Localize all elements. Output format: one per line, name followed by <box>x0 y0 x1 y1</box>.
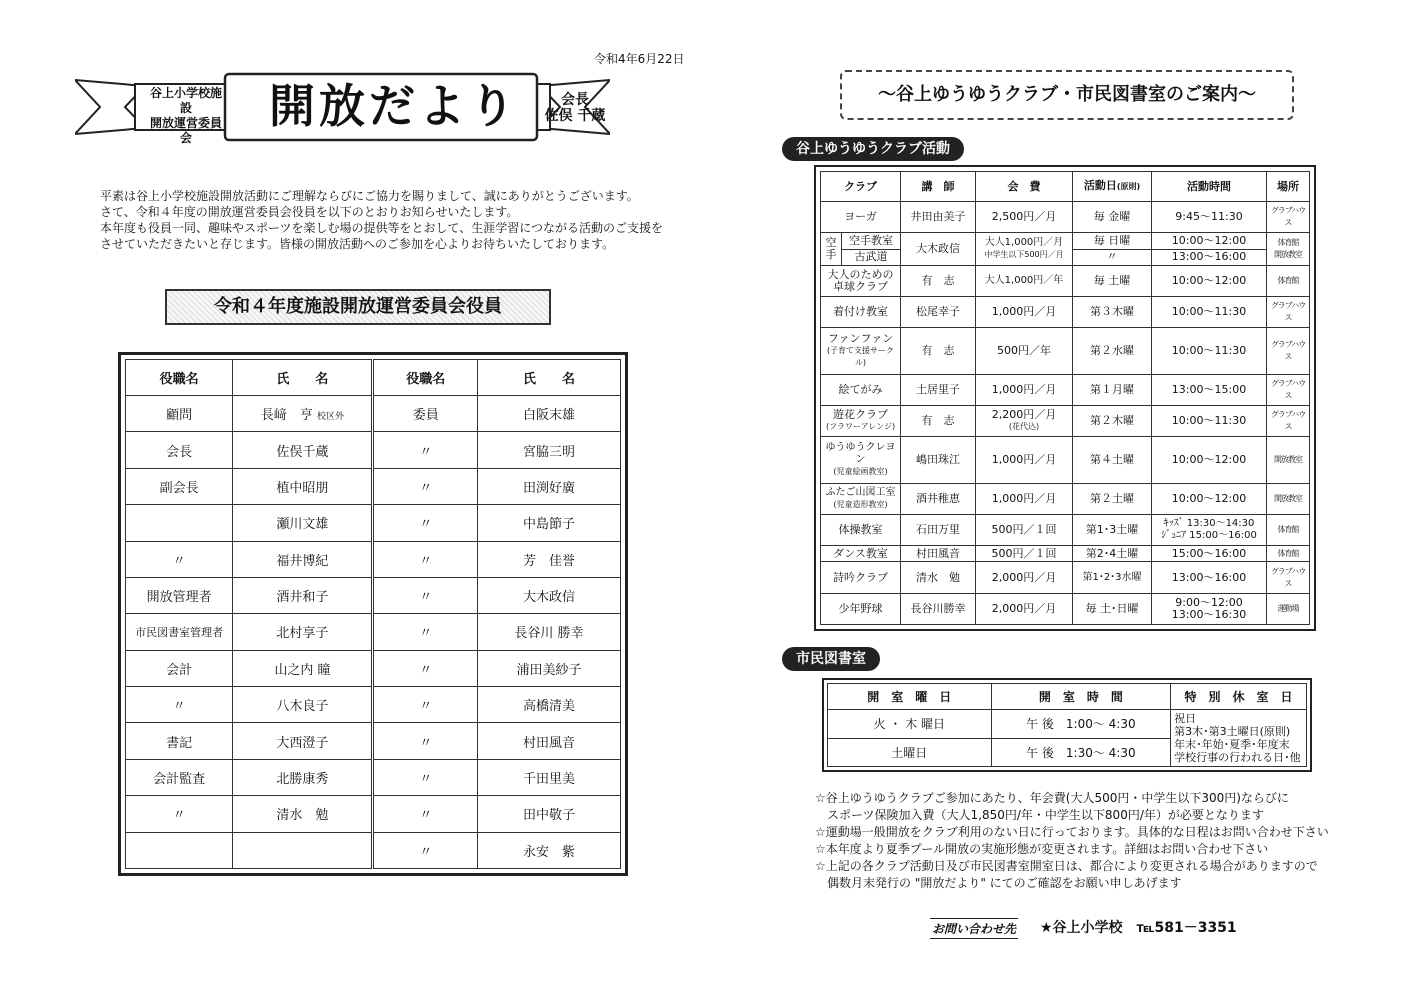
fee-line: 2,200円／月 <box>991 408 1057 422</box>
header-teacher: 講 師 <box>901 172 976 202</box>
officer-role: 会計監査 <box>126 759 233 795</box>
header-place: 場所 <box>1267 172 1310 202</box>
intro-line: させていただきたいと存じます。皆様の開放活動へのご参加を心よりお待ちいたしております。 <box>100 237 615 251</box>
officers-table-frame <box>118 352 628 876</box>
club-name: ダンス教室 <box>821 546 901 562</box>
time-line: ｼﾞｭﾆｱ 15:00～16:00 <box>1161 529 1257 541</box>
club-place: 開放教室 <box>1267 437 1310 483</box>
officer-name: 福井博紀 <box>233 541 373 577</box>
club-place: グラブハウス <box>1267 297 1310 328</box>
fee-note: (花代込) <box>1008 422 1040 432</box>
table-row <box>126 577 621 613</box>
officer-name: 瀬川文雄 <box>233 505 373 541</box>
club-name-line: ゆうゆうクレヨン <box>825 441 896 465</box>
club-place: グラブハウス <box>1267 374 1310 405</box>
club-name: 詩吟クラブ <box>821 562 901 593</box>
officer-role: 会長 <box>126 432 233 468</box>
club-fee: 500円／年 <box>976 328 1073 374</box>
officer-role: 〃 <box>373 577 478 613</box>
club-time <box>1152 593 1267 624</box>
club-time: 10:00～11:30 <box>1152 328 1267 374</box>
officer-role: 顧問 <box>126 396 233 432</box>
holiday-line: 学校行事の行われる日･他 <box>1174 751 1301 764</box>
header-closed-days: 特 別 休 室 日 <box>1171 684 1307 710</box>
note-line: 偶数月末発行の "開放だより" にてのご確認をお願い申しあげます <box>815 876 1182 890</box>
club-name: 空手教室 <box>842 233 901 249</box>
officer-name: 芳 佳誉 <box>478 541 621 577</box>
club-place: グラブハウス <box>1267 405 1310 436</box>
club-teacher: 嶋田珠江 <box>901 437 976 483</box>
club-fee <box>976 233 1073 266</box>
table-row <box>821 328 1310 374</box>
note-line: ☆上記の各クラブ活動日及び市民図書室開室日は、都合により変更される場合がありますので <box>815 859 1318 873</box>
officer-name: 千田里美 <box>478 759 621 795</box>
officer-role: 〃 <box>373 796 478 832</box>
club-place: グラブハウス <box>1267 328 1310 374</box>
club-fee: 1,000円／月 <box>976 297 1073 328</box>
header-role: 役職名 <box>373 360 478 396</box>
table-row <box>821 546 1310 562</box>
officer-role: 〃 <box>373 505 478 541</box>
holiday-line: 祝日 <box>1174 712 1197 725</box>
header-club: クラブ <box>821 172 901 202</box>
table-row <box>821 562 1310 593</box>
header-day-text: 活動日 <box>1083 179 1117 192</box>
table-row <box>821 437 1310 483</box>
intro-line: 平素は谷上小学校施設開放活動にご理解ならびにご協力を賜りまして、誠にありがとうございます。 <box>100 189 639 203</box>
officer-name: 北勝康秀 <box>233 759 373 795</box>
table-row <box>126 687 621 723</box>
officers-section-title: 令和４年度施設開放運営委員会役員 <box>165 289 551 325</box>
officer-name: 田渕好廣 <box>478 468 621 504</box>
club-day: 毎 土曜 <box>1073 265 1152 296</box>
club-teacher: 長谷川勝幸 <box>901 593 976 624</box>
club-day: 第２土曜 <box>1073 483 1152 514</box>
club-fee: 2,000円／月 <box>976 562 1073 593</box>
table-row <box>821 265 1310 296</box>
club-teacher: 土居里子 <box>901 374 976 405</box>
table-row <box>126 505 621 541</box>
table-row <box>821 405 1310 436</box>
club-day: 毎 土･日曜 <box>1073 593 1152 624</box>
club-fee: 大人1,000円／年 <box>976 265 1073 296</box>
karate-group-label: 空手 <box>821 233 842 266</box>
club-day: 第２木曜 <box>1073 405 1152 436</box>
club-name-line: (子育て支援サークル) <box>826 346 895 368</box>
library-section-title: 市民図書室 <box>782 647 880 671</box>
club-name-line: ファンファン <box>827 332 894 346</box>
chairperson <box>540 92 610 124</box>
officer-name: 大木政信 <box>478 577 621 613</box>
club-day: 毎 金曜 <box>1073 202 1152 233</box>
club-name-line: 大人のための <box>827 267 894 281</box>
table-row <box>821 233 1310 249</box>
club-fee: 2,000円／月 <box>976 593 1073 624</box>
library-table <box>827 683 1307 767</box>
library-day: 土曜日 <box>828 738 992 767</box>
club-fee: 1,000円／月 <box>976 437 1073 483</box>
organization-name <box>150 86 222 146</box>
club-name <box>821 483 901 514</box>
table-row <box>126 614 621 650</box>
club-fee: 1,000円／月 <box>976 374 1073 405</box>
club-name: 絵てがみ <box>821 374 901 405</box>
officer-name: 佐俣千蔵 <box>233 432 373 468</box>
time-line: 9:00～12:00 <box>1175 595 1243 609</box>
club-fee: 500円／１回 <box>976 546 1073 562</box>
club-teacher: 有 志 <box>901 265 976 296</box>
club-name-line: (フラワーアレンジ) <box>825 422 896 432</box>
officer-role: 〃 <box>373 541 478 577</box>
place-line: 体育館 <box>1277 238 1299 248</box>
table-row <box>126 650 621 686</box>
note-line: スポーツ保険加入費（大人1,850円/年・中学生以下800円/年）が必要となります <box>815 808 1264 822</box>
club-fee <box>976 405 1073 436</box>
intro-line: 本年度も役員一同、趣味やスポーツを楽しむ場の提供等をとおして、生涯学習につながる活動のご支援を <box>100 221 664 235</box>
time-line: 13:00～16:30 <box>1171 607 1247 621</box>
officer-name-text: 長﨑 亨 <box>260 408 313 424</box>
club-teacher: 清水 勉 <box>901 562 976 593</box>
header-name: 氏 名 <box>233 360 373 396</box>
club-time: 10:00～12:00 <box>1152 437 1267 483</box>
table-row <box>821 483 1310 514</box>
table-row <box>821 297 1310 328</box>
club-fee: 2,500円／月 <box>976 202 1073 233</box>
contact-info: ★谷上小学校 ℡581－3351 <box>1040 920 1237 936</box>
officer-name: 浦田美紗子 <box>478 650 621 686</box>
holiday-line: 第3木･第3土曜日(原則) <box>1174 725 1291 738</box>
table-row <box>821 514 1310 545</box>
club-place: 体育館 <box>1267 546 1310 562</box>
club-day: 第３木曜 <box>1073 297 1152 328</box>
table-row <box>126 432 621 468</box>
header-open-time: 開 室 時 間 <box>991 684 1170 710</box>
club-name: 古武道 <box>842 249 901 265</box>
officer-role: 〃 <box>126 687 233 723</box>
officer-role: 〃 <box>373 468 478 504</box>
header-name: 氏 名 <box>478 360 621 396</box>
club-day: 第2･4土曜 <box>1073 546 1152 562</box>
officer-name: 酒井和子 <box>233 577 373 613</box>
club-fee: 500円／１回 <box>976 514 1073 545</box>
clubs-table-frame <box>814 165 1316 631</box>
header-open-day: 開 室 曜 日 <box>828 684 992 710</box>
club-time: 10:00～12:00 <box>1152 483 1267 514</box>
club-time: 10:00～11:30 <box>1152 297 1267 328</box>
library-table-frame <box>822 678 1312 772</box>
club-time <box>1152 514 1267 545</box>
club-time: 13:00～16:00 <box>1152 249 1267 265</box>
officer-role: 〃 <box>373 432 478 468</box>
club-name <box>821 405 901 436</box>
header-day-note: (原則) <box>1116 182 1141 191</box>
club-time: 9:45～11:30 <box>1152 202 1267 233</box>
clubs-table <box>820 171 1310 625</box>
club-name: 体操教室 <box>821 514 901 545</box>
club-teacher: 大木政信 <box>901 233 976 266</box>
club-time: 10:00～12:00 <box>1152 233 1267 249</box>
table-row <box>126 759 621 795</box>
club-day: 毎 日曜 <box>1073 233 1152 249</box>
officer-role: 〃 <box>126 541 233 577</box>
officer-name: 植中昭朋 <box>233 468 373 504</box>
club-name: 少年野球 <box>821 593 901 624</box>
table-row <box>126 541 621 577</box>
table-row <box>821 202 1310 233</box>
officer-role: 開放管理者 <box>126 577 233 613</box>
officers-table <box>125 359 621 869</box>
officer-name: 八木良子 <box>233 687 373 723</box>
fee-line: 大人1,000円／月 <box>984 237 1064 249</box>
officer-name: 山之内 瞳 <box>233 650 373 686</box>
officer-name: 白阪末雄 <box>478 396 621 432</box>
table-row <box>126 723 621 759</box>
club-teacher: 有 志 <box>901 405 976 436</box>
officer-role <box>126 505 233 541</box>
header-role: 役職名 <box>126 360 233 396</box>
officer-name: 北村享子 <box>233 614 373 650</box>
club-place <box>1267 233 1310 266</box>
note-line: ☆運動場一般開放をクラブ利用のない日に行っております。具体的な日程はお問い合わせ下さい <box>815 825 1329 839</box>
club-place: 運動場 <box>1267 593 1310 624</box>
club-teacher: 松尾幸子 <box>901 297 976 328</box>
chair-role: 会長 <box>561 92 589 108</box>
club-fee: 1,000円／月 <box>976 483 1073 514</box>
officer-role: 市民図書室管理者 <box>126 614 233 650</box>
officer-role: 〃 <box>373 614 478 650</box>
club-time: 13:00～16:00 <box>1152 562 1267 593</box>
club-name: 着付け教室 <box>821 297 901 328</box>
officer-name: 中島節子 <box>478 505 621 541</box>
officer-name: 大西澄子 <box>233 723 373 759</box>
club-time: 13:00～15:00 <box>1152 374 1267 405</box>
org-line-2: 開放運営委員会 <box>150 116 223 145</box>
club-name <box>821 265 901 296</box>
officer-role: 〃 <box>373 759 478 795</box>
intro-text <box>100 188 700 252</box>
club-day: 第４土曜 <box>1073 437 1152 483</box>
club-teacher: 石田万里 <box>901 514 976 545</box>
club-name-line: 卓球クラブ <box>833 279 888 293</box>
header-time: 活動時間 <box>1152 172 1267 202</box>
club-name-line: ふたご山図工室 <box>825 486 896 498</box>
library-closed-days <box>1171 710 1307 767</box>
officer-role: 副会長 <box>126 468 233 504</box>
time-line: ｷｯｽﾞ 13:30～14:30 <box>1163 517 1255 529</box>
note-line: ☆谷上ゆうゆうクラブご参加にあたり、年会費(大人500円・中学生以下300円)ならびに <box>815 791 1289 805</box>
advisor-note: 校区外 <box>316 412 344 423</box>
table-row <box>126 468 621 504</box>
officer-role: 〃 <box>373 650 478 686</box>
intro-line: さて、令和４年度の開放運営委員会役員を以下のとおりお知らせいたします。 <box>100 205 519 219</box>
club-teacher: 井田由美子 <box>901 202 976 233</box>
library-time: 午 後 1:00～ 4:30 <box>991 710 1170 739</box>
fee-line: 中学生以下500円／月 <box>984 250 1064 260</box>
header-fee: 会 費 <box>976 172 1073 202</box>
officer-name: 清水 勉 <box>233 796 373 832</box>
contact-label: お問い合わせ先 <box>930 918 1018 939</box>
officer-role: 〃 <box>373 832 478 869</box>
officer-role: 〃 <box>126 796 233 832</box>
chair-name: 佐俣 千蔵 <box>544 108 606 124</box>
club-name-line: (児童絵画教室) <box>833 466 888 476</box>
table-row <box>821 374 1310 405</box>
club-place: 開放教室 <box>1267 483 1310 514</box>
officer-role: 〃 <box>373 723 478 759</box>
club-teacher: 酒井稚恵 <box>901 483 976 514</box>
club-time: 10:00～11:30 <box>1152 405 1267 436</box>
officer-name: 長谷川 勝幸 <box>478 614 621 650</box>
table-row <box>821 593 1310 624</box>
table-row <box>126 796 621 832</box>
club-name: ヨーガ <box>821 202 901 233</box>
header-day <box>1073 172 1152 202</box>
table-row <box>126 832 621 869</box>
club-place: 体育館 <box>1267 514 1310 545</box>
officer-name <box>233 832 373 869</box>
club-time: 10:00～12:00 <box>1152 265 1267 296</box>
officer-name: 田中敬子 <box>478 796 621 832</box>
note-line: ☆本年度より夏季プール開放の実施形態が変更されます。詳細はお問い合わせ下さい <box>815 842 1269 856</box>
table-row <box>126 396 621 432</box>
club-name <box>821 437 901 483</box>
officer-name: 宮脇三明 <box>478 432 621 468</box>
club-place: グラブハウス <box>1267 562 1310 593</box>
library-day: 火 ・ 木 曜日 <box>828 710 992 739</box>
holiday-line: 年末･年始･夏季･年度末 <box>1174 738 1290 751</box>
club-day: 第１月曜 <box>1073 374 1152 405</box>
club-teacher: 村田風音 <box>901 546 976 562</box>
club-day: 第1･3土曜 <box>1073 514 1152 545</box>
club-page-title: ～谷上ゆうゆうクラブ・市民図書室のご案内～ <box>840 70 1294 120</box>
club-name <box>821 328 901 374</box>
officer-role: 会計 <box>126 650 233 686</box>
table-row <box>828 710 1307 739</box>
club-place: 体育館 <box>1267 265 1310 296</box>
notes <box>815 790 1355 892</box>
officer-role <box>126 832 233 869</box>
club-day: 〃 <box>1073 249 1152 265</box>
issue-date: 令和4年6月22日 <box>594 52 685 66</box>
club-day: 第1･2･3水曜 <box>1073 562 1152 593</box>
club-name-line: 遊花クラブ <box>833 408 888 422</box>
club-teacher: 有 志 <box>901 328 976 374</box>
club-time: 15:00～16:00 <box>1152 546 1267 562</box>
officer-role: 委員 <box>373 396 478 432</box>
officer-name: 永安 紫 <box>478 832 621 869</box>
club-section-title: 谷上ゆうゆうクラブ活動 <box>782 137 964 161</box>
club-name-line: (児童造形教室) <box>833 499 888 509</box>
officer-name: 村田風音 <box>478 723 621 759</box>
club-day: 第２水曜 <box>1073 328 1152 374</box>
officer-name <box>233 396 373 432</box>
officer-role: 書記 <box>126 723 233 759</box>
org-line-1: 谷上小学校施設 <box>150 86 223 115</box>
officer-role: 〃 <box>373 687 478 723</box>
library-time: 午 後 1:30～ 4:30 <box>991 738 1170 767</box>
place-line: 開放教室 <box>1274 250 1302 260</box>
newsletter-title: 開放だより <box>269 79 519 133</box>
officer-name: 高橋清美 <box>478 687 621 723</box>
club-place: グラブハウス <box>1267 202 1310 233</box>
